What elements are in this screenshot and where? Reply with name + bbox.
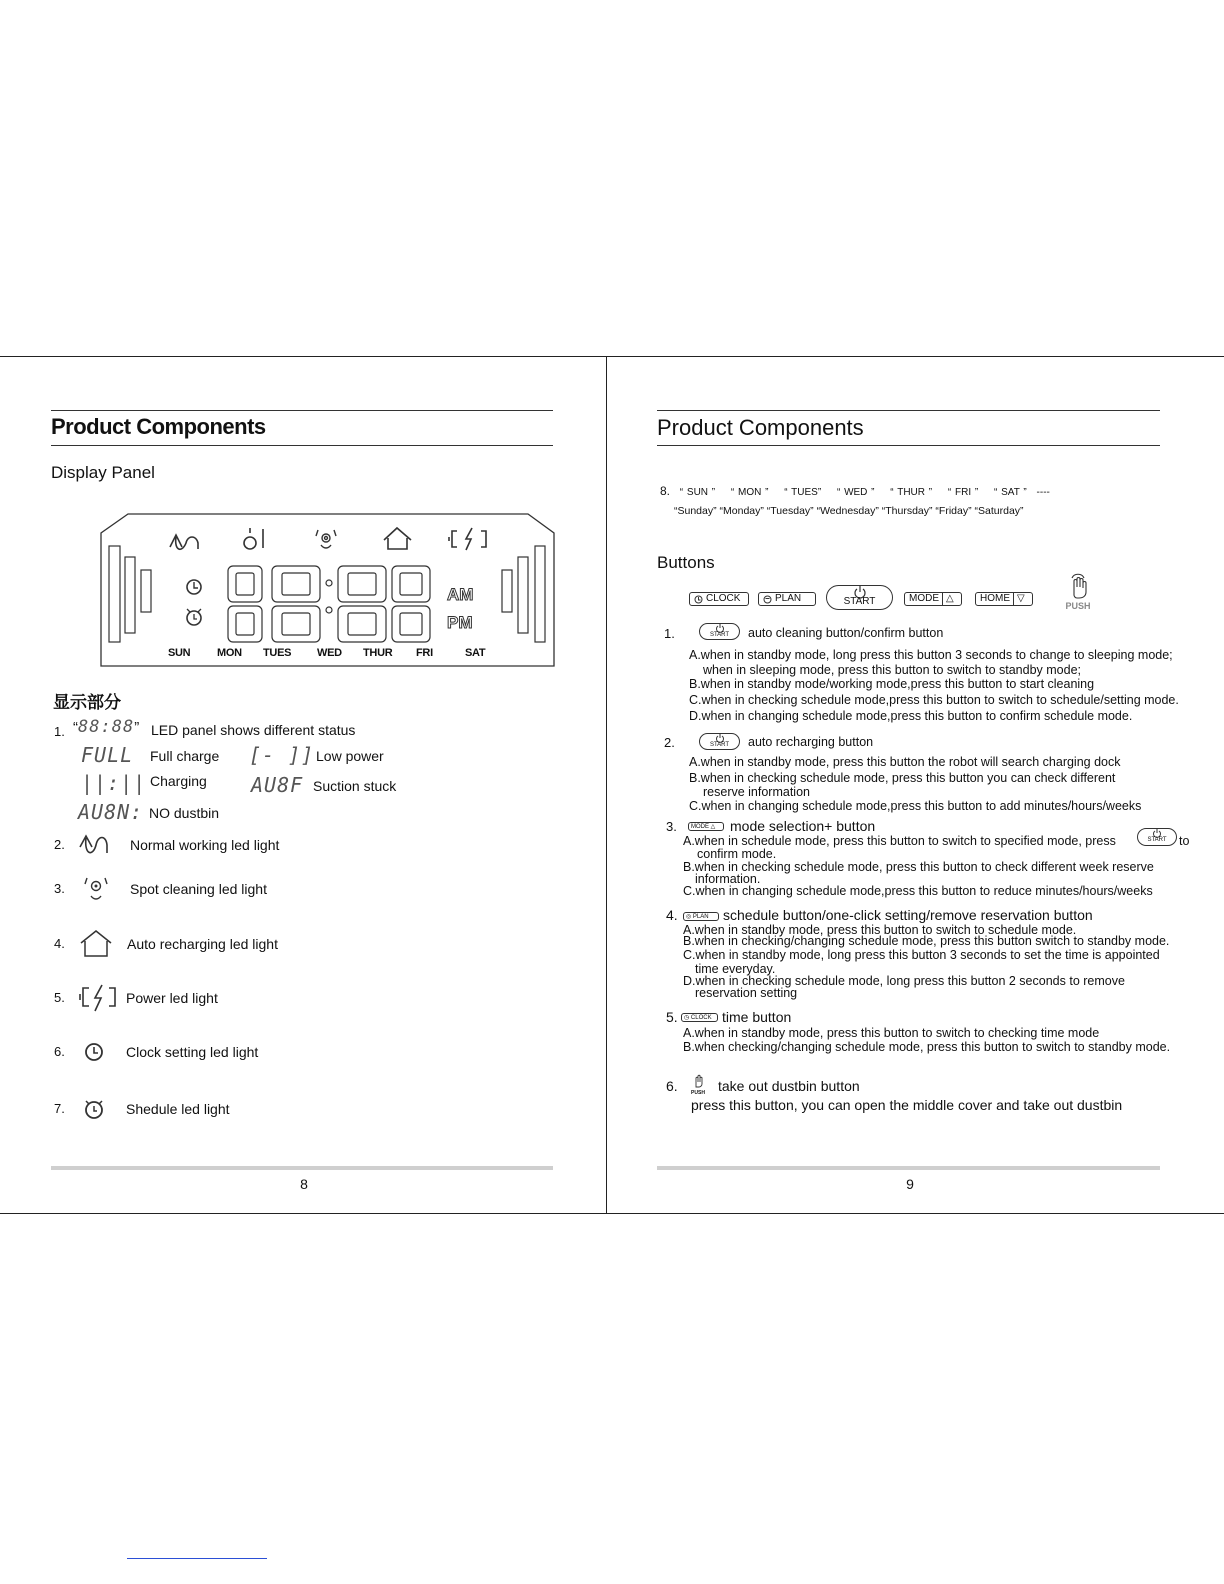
item7-label: Shedule led light [126,1101,230,1117]
b4-line-d: D.when in checking schedule mode, long press this button 2 seconds to remove [683,974,1125,988]
item8-full-days: “Sunday” “Monday” “Tuesday” “Wednesday” “Thursday” “Friday” “Saturday” [674,505,1024,517]
b4-line-c: C.when in standby mode, long press this button 3 seconds to set the time is appointed [683,948,1160,962]
abbrev-sat: “ SAT ” [994,487,1027,498]
item3-number: 3. [54,881,65,896]
push-label: PUSH [1065,601,1091,611]
right-footer-bar [657,1166,1160,1170]
chinese-heading: 显示部分 [53,693,121,713]
b6-line: press this button, you can open the middle cover and take out dustbin [691,1097,1123,1113]
item4-number: 4. [54,936,65,951]
b3-number: 3. [666,819,677,834]
lcd-battery-icon [449,528,486,550]
battery-icon [77,984,121,1012]
lcd-panel [100,513,555,667]
b2-line-a: A.when in standby mode, press this button the robot will search charging dock [689,755,1121,769]
b2-start-icon: START [699,733,740,750]
b6-hand-icon [692,1074,704,1088]
state-full-label: Full charge [150,748,220,764]
item5-number: 5. [54,990,65,1005]
b4-line-d2: reservation setting [695,986,798,1000]
normal-working-icon [77,833,109,859]
home-button-label: HOME [980,593,1010,604]
push-hand-icon [1067,573,1089,599]
clock-btn-icon [694,595,703,604]
b6-push-icon: PUSH [688,1074,708,1096]
state-suction-label: Suction stuck [313,778,397,794]
b2-power-icon [715,734,725,742]
abbrev-sun: “ SUN ” [679,487,716,498]
display-panel-heading: Display Panel [51,463,155,482]
start-button[interactable] [826,585,893,610]
lcd-water-icon [244,528,263,549]
item1-number: 1. [54,724,65,739]
b5-number: 5. [666,1009,678,1025]
left-page-title: Product Components [51,414,266,439]
abbrev-tues: “ TUES” [784,487,822,498]
bottom-link-underline[interactable] [127,1558,267,1559]
lcd-day-tues: TUES [263,647,292,659]
lcd-pm-label: PM [447,613,473,632]
item4-label: Auto recharging led light [127,936,278,952]
mode-button[interactable] [904,592,962,606]
b4-title: schedule button/one-click setting/remove reservation button [723,907,1093,923]
state-charging-label: Charging [150,773,207,789]
b1-line-a: A.when in standby mode, long press this button 3 seconds to change to sleeping mode; [689,648,1173,662]
item1-line: “88:88” [73,717,140,737]
b6-number: 6. [666,1078,678,1094]
b1-line-d: D.when in changing schedule mode,press this button to confirm schedule mode. [689,709,1133,723]
lcd-panel-outline [100,513,555,667]
left-page-number: 8 [300,1176,308,1192]
abbrev-dash: ---- [1036,487,1050,498]
b2-title: auto recharging button [748,735,874,749]
b2-line-b: B.when in checking schedule mode, press this button you can check different [689,771,1116,785]
lcd-spot-icon [316,530,336,548]
alarm-clock-icon [83,1097,105,1121]
buttons-heading: Buttons [657,553,715,572]
right-page-number: 9 [906,1176,914,1192]
item8-number: 8. [660,484,671,498]
b4-line-c2: time everyday. [695,962,776,976]
b1-title: auto cleaning button/confirm button [748,626,944,640]
b3-mode-icon: MODE △ [688,822,724,831]
b2-line-c: C.when in changing schedule mode,press this button to add minutes/hours/weeks [689,799,1142,813]
left-title-rule-top [51,410,553,411]
home-icon [79,929,113,959]
b1-power-icon [715,624,725,632]
b2-number: 2. [664,735,675,750]
b1-line-c: C.when in checking schedule mode,press this button to switch to schedule/setting mode. [689,693,1179,707]
b5-clock-icon: ◷ CLOCK [681,1013,718,1022]
state-dustbin-label: NO dustbin [149,805,220,821]
right-title-rule-bottom [657,445,1160,446]
item3-label: Spot cleaning led light [130,881,267,897]
b4-line-a: A.when in standby mode, press this button to switch to schedule mode. [683,923,1077,937]
lcd-normal-working-icon [170,535,198,549]
left-title-rule-bottom [51,445,553,446]
item6-number: 6. [54,1044,65,1059]
item8-line [660,484,1050,498]
push-button[interactable] [1063,573,1093,611]
b3-line-c: C.when in changing schedule mode,press this button to reduce minutes/hours/weeks [683,884,1153,898]
right-title-rule-top [657,410,1160,411]
lcd-day-mon: MON [217,647,242,659]
down-arrow-icon: ▽ [1013,592,1025,606]
lcd-day-fri: FRI [416,647,433,659]
clock-button-label: CLOCK [706,593,741,604]
state-full-seg: FULL [81,743,134,767]
b1-start-icon: START [699,623,740,640]
left-footer-bar [51,1166,553,1170]
state-low-seg: [- ]] [249,743,315,767]
start-button-label: START [843,596,876,607]
item2-label: Normal working led light [130,837,280,853]
lcd-day-wed: WED [317,647,342,659]
clock-button[interactable] [689,592,749,606]
b3-line-b: B.when in checking schedule mode, press this button to check different week reserve [683,860,1154,874]
state-dustbin-seg: AU8N: [78,800,144,824]
item1-text: LED panel shows different status [151,722,356,738]
plan-button[interactable] [758,592,816,606]
plan-button-label: PLAN [775,593,802,604]
b5-line-a: A.when in standby mode, press this button to switch to checking time mode [683,1026,1100,1040]
b3-line-b2: information. [695,872,761,886]
lcd-day-sun: SUN [168,647,191,659]
up-arrow-icon: △ [942,592,954,606]
b3-line-a-end: to [1179,834,1190,848]
b1-number: 1. [664,626,675,641]
b3-line-a2: confirm mode. [697,847,777,861]
lcd-am-label: AM [447,585,474,604]
item6-label: Clock setting led light [126,1044,259,1060]
b5-title: time button [722,1009,792,1025]
item1-seg: 88:88 [78,717,135,737]
b5-line-b: B.when checking/changing schedule mode, press this button to switch to standby mode. [683,1040,1171,1054]
b1-line-a2: when in sleeping mode, press this button to switch to standby mode; [703,663,1081,677]
abbrev-mon: “ MON ” [730,487,769,498]
abbrev-thur: “ THUR ” [890,487,933,498]
lcd-day-sat: SAT [465,647,486,659]
item7-number: 7. [54,1101,65,1116]
state-low-label: Low power [316,748,384,764]
lcd-day-thur: THUR [363,647,393,659]
b3-power-icon [1152,829,1162,837]
item2-number: 2. [54,837,65,852]
b6-title: take out dustbin button [718,1078,860,1094]
b3-title: mode selection+ button [730,818,876,834]
b4-line-b: B.when in checking/changing schedule mode, press this button switch to standby mode. [683,934,1170,948]
item5-label: Power led light [126,990,218,1006]
spot-cleaning-icon [82,874,110,904]
state-suction-seg: AU8F [251,773,304,797]
b1-line-b: B.when in standby mode/working mode,press this button to start cleaning [689,677,1095,691]
abbrev-fri: “ FRI ” [947,487,979,498]
mode-button-label: MODE [909,593,939,604]
b2-line-b2: reserve information [703,785,810,799]
lcd-big-digits [228,566,430,642]
right-page-title: Product Components [657,415,864,440]
abbrev-wed: “ WED ” [836,487,875,498]
b4-number: 4. [666,907,678,923]
b3-start-icon: START [1137,828,1177,846]
home-button[interactable] [975,592,1033,606]
lcd-home-icon [384,528,411,549]
b3-line-a: A.when in schedule mode, press this button to switch to specified mode, press [683,834,1116,848]
b4-plan-icon: ◎ PLAN [683,912,719,921]
clock-icon [83,1041,105,1063]
plan-btn-icon [763,595,772,604]
state-charging-seg: ||:|| [81,771,147,795]
